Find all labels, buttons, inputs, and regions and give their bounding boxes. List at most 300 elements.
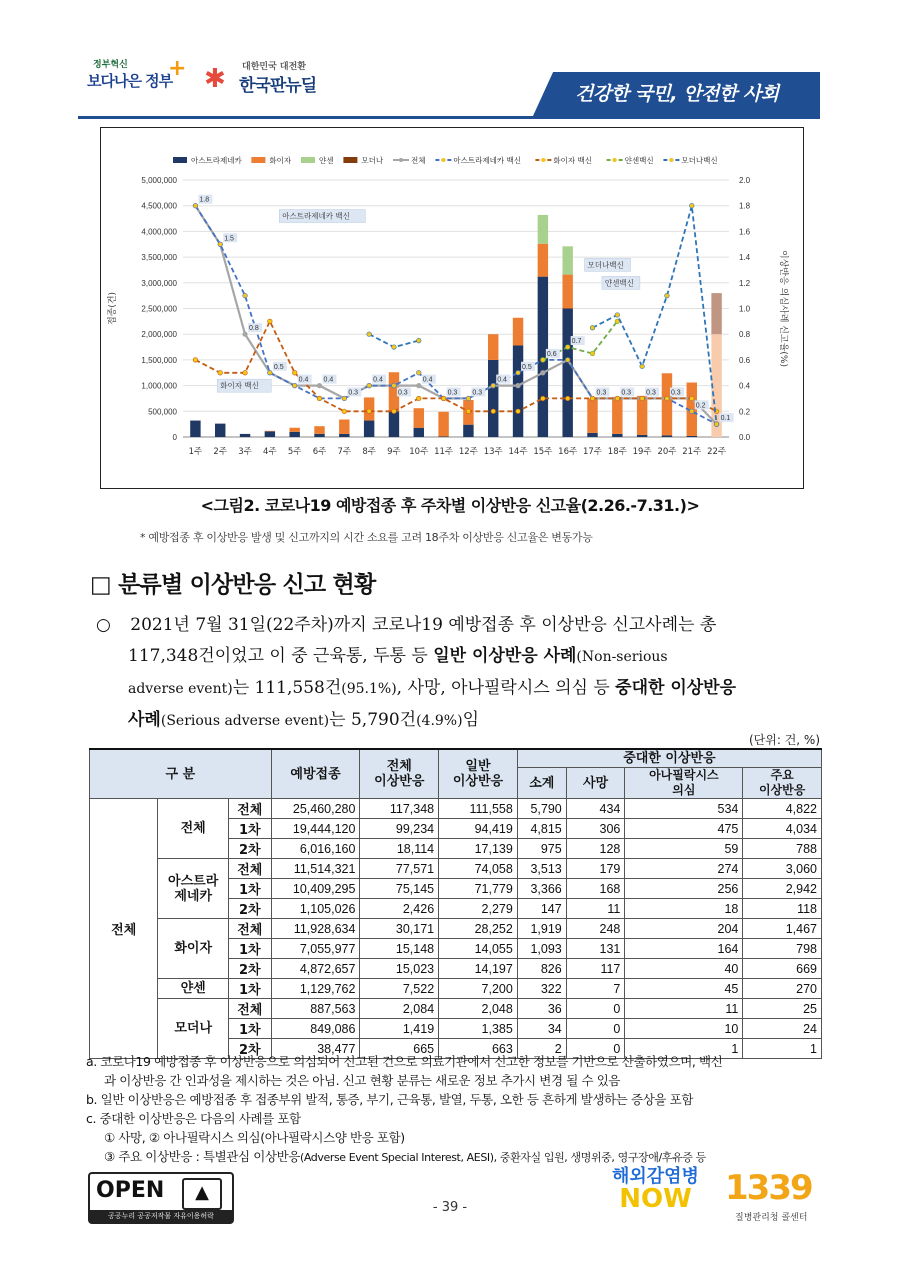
bar-화이자 — [289, 428, 299, 432]
bar-아스트라제네카 — [438, 436, 448, 437]
summary-paragraph — [96, 610, 822, 737]
table-cell: 669 — [743, 959, 822, 979]
x-tick-label: 20주 — [657, 447, 677, 457]
table-cell: 11 — [625, 999, 743, 1019]
y-right-tick-label: 1.0 — [739, 304, 751, 314]
point-아스트라제네카 백신 — [367, 383, 372, 388]
person-icon: ▲ — [182, 1178, 222, 1210]
table-cell: 849,086 — [271, 1019, 360, 1039]
bar-아스트라제네카 — [240, 434, 250, 437]
th-total: 전체 이상반응 — [360, 749, 439, 799]
para-text: 임 — [462, 710, 480, 730]
table-cell: 248 — [566, 919, 625, 939]
chart-frame — [100, 127, 804, 489]
point-아스트라제네카 백신 — [193, 203, 198, 208]
overseas-infection-now-logo — [612, 1166, 699, 1214]
y-right-tick-label: 0.2 — [739, 407, 751, 417]
point-모더나백신 — [665, 293, 670, 298]
point-모더나백신 — [416, 338, 421, 343]
table-cell: 2,279 — [439, 899, 518, 919]
point-label: 0.3 — [397, 389, 408, 397]
point-화이자 백신 — [590, 396, 595, 401]
table-cell: 6,016,160 — [271, 839, 360, 859]
point-label: 1.8 — [199, 196, 210, 204]
x-tick-label: 12주 — [458, 447, 478, 457]
point-화이자 백신 — [491, 409, 496, 414]
callcenter-1339-logo: 1339 — [725, 1168, 812, 1208]
table-cell: 256 — [625, 879, 743, 899]
point-전체 — [541, 370, 546, 375]
kdca-callcenter-label: 질병관리청 콜센터 — [735, 1213, 808, 1223]
para-line-4 — [96, 705, 822, 737]
x-tick-label: 10주 — [409, 447, 429, 457]
x-tick-label: 2주 — [213, 447, 228, 457]
point-모더나백신 — [714, 422, 719, 427]
new-deal-star-icon: ✱ — [204, 64, 226, 94]
point-화이자 백신 — [292, 370, 297, 375]
table-cell: 24 — [743, 1019, 822, 1039]
page-number: - 39 - — [432, 1200, 468, 1215]
point-모더나백신 — [590, 325, 595, 330]
para-en: (95.1%) — [341, 681, 397, 697]
point-label: 0.4 — [497, 376, 507, 384]
footnote-a2: 과 이상반응 간 인과성을 제시하는 것은 아님. 신고 현황 분류는 새로운 정보 추가시 변경 될 수 있음 — [104, 1073, 621, 1088]
legend-label: 모더나 — [361, 156, 384, 165]
adverse-reaction-table — [89, 748, 822, 1059]
x-tick-label: 7주 — [337, 447, 352, 457]
bar-아스트라제네카 — [612, 434, 622, 437]
table-cell: 1,129,762 — [271, 979, 360, 999]
table-cell: 2 — [517, 1039, 566, 1059]
table-cell: 45 — [625, 979, 743, 999]
figure-caption: <그림2. 코로나19 예방접종 후 주차별 이상반응 신고율(2.26.-7.31.)> — [200, 496, 700, 515]
point-label: 0.4 — [323, 376, 334, 384]
y-left-tick-label: 4,000,000 — [141, 227, 177, 237]
point-모더나백신 — [640, 364, 645, 369]
row-vaccine-label: 전체 — [158, 799, 228, 859]
new-deal-logo-small: 대한민국 대전환 — [242, 62, 306, 72]
table-cell: 77,571 — [360, 859, 439, 879]
y-left-axis-title: 접종(건) — [108, 291, 118, 326]
bar-아스트라제네카 — [289, 432, 299, 437]
table-cell: 1,105,026 — [271, 899, 360, 919]
x-tick-label: 14주 — [508, 447, 528, 457]
x-tick-label: 19주 — [632, 447, 652, 457]
table-cell: 1,419 — [360, 1019, 439, 1039]
point-화이자 백신 — [392, 409, 397, 414]
para-line-1: 2021년 7월 31일(22주차)까지 코로나19 예방접종 후 이상반응 신고사례는 총 — [130, 615, 717, 635]
point-아스트라제네카 백신 — [243, 293, 248, 298]
table-cell: 975 — [517, 839, 566, 859]
table-cell: 10,409,295 — [271, 879, 360, 899]
point-아스트라제네카 백신 — [689, 409, 694, 414]
point-화이자 백신 — [416, 396, 421, 401]
table-cell: 28,252 — [439, 919, 518, 939]
gov-innovation-logo: 보다나은 정부 — [87, 72, 173, 90]
legend-label: 화이자 백신 — [553, 156, 593, 165]
legend-swatch — [251, 157, 265, 163]
bar-화이자 — [314, 426, 324, 434]
bar-아스트라제네카 — [513, 346, 523, 437]
th-major: 주요 이상반응 — [743, 768, 822, 799]
point-모더나백신 — [615, 313, 620, 318]
point-화이자 백신 — [342, 409, 347, 414]
y-right-tick-label: 1.8 — [739, 201, 751, 211]
bar-아스트라제네카 — [314, 434, 324, 437]
legend-label: 얀센백신 — [624, 156, 654, 165]
table-cell: 0 — [566, 999, 625, 1019]
point-label: 0.7 — [571, 338, 582, 346]
bar-아스트라제네카 — [662, 435, 672, 437]
row-dose-label: 전체 — [228, 859, 271, 879]
open-logo-sub: 공공누리 공공저작물 자유이용허락 — [90, 1210, 232, 1222]
legend-marker — [669, 158, 673, 162]
point-label: 0.6 — [546, 350, 557, 358]
row-vaccine-label: 얀센 — [158, 979, 228, 999]
bar-얀센 — [538, 215, 548, 244]
table-cell: 10 — [625, 1019, 743, 1039]
bullet: ○ — [96, 615, 111, 635]
para-text: 는 5,790건 — [329, 710, 417, 730]
bar-얀센 — [562, 246, 572, 274]
annotation-label: 아스트라제네카 백신 — [282, 211, 350, 221]
x-tick-label: 3주 — [238, 447, 252, 457]
x-tick-label: 21주 — [682, 447, 702, 457]
weekly-adverse-reaction-chart — [101, 128, 803, 488]
table-cell: 4,822 — [743, 799, 822, 819]
y-right-tick-label: 1.2 — [739, 278, 751, 288]
section-title: □ 분류별 이상반응 신고 현황 — [90, 572, 376, 598]
row-dose-label: 2차 — [228, 1039, 271, 1059]
open-logo-text: OPEN — [96, 1178, 165, 1203]
y-left-tick-label: 0 — [172, 433, 177, 442]
th-death: 사망 — [566, 768, 625, 799]
table-cell: 475 — [625, 819, 743, 839]
point-label: 0.3 — [596, 389, 607, 397]
point-아스트라제네카 백신 — [218, 242, 223, 247]
bar-아스트라제네카 — [190, 421, 200, 437]
point-label: 0.3 — [348, 389, 359, 397]
para-bold: 사례 — [128, 710, 161, 730]
bar-아스트라제네카 — [488, 360, 498, 437]
point-아스트라제네카 백신 — [516, 370, 521, 375]
point-아스트라제네카 백신 — [392, 383, 397, 388]
point-화이자 백신 — [243, 370, 248, 375]
point-아스트라제네카 백신 — [292, 383, 297, 388]
table-cell: 0 — [566, 1039, 625, 1059]
point-모더나백신 — [689, 203, 694, 208]
point-얀센백신 — [565, 345, 570, 350]
legend-label: 전체 — [411, 156, 426, 165]
para-line-2 — [96, 641, 822, 673]
row-dose-label: 2차 — [228, 959, 271, 979]
gov-innovation-logo-small: 정부혁신 — [93, 60, 128, 70]
table-cell: 11,928,634 — [271, 919, 360, 939]
point-label: 0.5 — [273, 363, 284, 371]
table-cell: 7,522 — [360, 979, 439, 999]
legend-swatch — [301, 157, 315, 163]
table-cell: 204 — [625, 919, 743, 939]
table-cell: 7,055,977 — [271, 939, 360, 959]
bar-화이자 — [538, 244, 548, 277]
y-left-tick-label: 2,000,000 — [141, 330, 177, 340]
table-cell: 0 — [566, 1019, 625, 1039]
table-cell: 3,366 — [517, 879, 566, 899]
point-label: 0.3 — [621, 389, 632, 397]
point-화이자 백신 — [193, 358, 198, 363]
legend-label: 얀센 — [319, 156, 334, 165]
point-label: 0.4 — [298, 376, 309, 384]
legend-label: 아스트라제네카 백신 — [453, 156, 521, 165]
table-cell: 4,872,657 — [271, 959, 360, 979]
legend-marker — [541, 158, 545, 162]
y-right-tick-label: 0.8 — [739, 330, 751, 340]
para-bold: 일반 이상반응 사례 — [433, 646, 577, 666]
legend-label: 화이자 — [269, 156, 292, 165]
th-general: 일반 이상반응 — [439, 749, 518, 799]
row-dose-label: 2차 — [228, 899, 271, 919]
point-화이자 백신 — [541, 396, 546, 401]
table-cell: 71,779 — [439, 879, 518, 899]
x-tick-label: 1주 — [188, 447, 203, 457]
x-tick-label: 5주 — [287, 447, 302, 457]
x-tick-label: 9주 — [387, 447, 401, 457]
point-화이자 백신 — [565, 396, 570, 401]
now-logo-line2: NOW — [619, 1184, 692, 1214]
x-tick-label: 11주 — [434, 447, 454, 457]
point-label: 0.8 — [249, 325, 259, 333]
x-tick-label: 22주 — [707, 447, 727, 457]
table-cell: 534 — [625, 799, 743, 819]
point-아스트라제네카 백신 — [565, 358, 570, 363]
para-text: , 사망, 아나필락시스 의심 등 — [396, 678, 616, 698]
table-cell: 168 — [566, 879, 625, 899]
row-group-all: 전체 — [90, 799, 158, 1059]
table-cell: 887,563 — [271, 999, 360, 1019]
footnote-c2 — [104, 1147, 706, 1165]
table-cell: 5,790 — [517, 799, 566, 819]
row-dose-label: 1차 — [228, 979, 271, 999]
table-cell: 3,513 — [517, 859, 566, 879]
table-cell: 14,055 — [439, 939, 518, 959]
table-cell: 179 — [566, 859, 625, 879]
footnote-c2-en: (Adverse Event Special Interest, AESI), 중환자실 입원, 생명위중, 영구장애/후유증 등 — [299, 1151, 706, 1164]
table-cell: 74,058 — [439, 859, 518, 879]
legend-swatch — [173, 157, 187, 163]
legend-marker — [613, 158, 617, 162]
table-cell: 322 — [517, 979, 566, 999]
table-cell: 2,426 — [360, 899, 439, 919]
table-cell: 17,139 — [439, 839, 518, 859]
point-전체 — [416, 383, 421, 388]
legend-marker — [399, 158, 403, 162]
y-right-axis-title: 이상반응 의심사례 신고율(%) — [778, 250, 788, 367]
y-left-tick-label: 500,000 — [148, 407, 177, 417]
point-아스트라제네카 백신 — [342, 396, 347, 401]
bar-화이자 — [662, 373, 672, 435]
table-cell: 665 — [360, 1039, 439, 1059]
y-right-tick-label: 2.0 — [739, 176, 751, 185]
para-line-3 — [96, 673, 822, 705]
table-cell: 34 — [517, 1019, 566, 1039]
table-cell: 117 — [566, 959, 625, 979]
table-cell: 118 — [743, 899, 822, 919]
para-text: 는 111,558건 — [232, 678, 342, 698]
bar-화이자 — [488, 334, 498, 360]
table-cell: 59 — [625, 839, 743, 859]
point-전체 — [243, 332, 248, 337]
table-cell: 15,148 — [360, 939, 439, 959]
th-gubun: 구 분 — [90, 749, 272, 799]
x-tick-label: 13주 — [483, 447, 503, 457]
point-모더나백신 — [392, 345, 397, 350]
y-right-tick-label: 1.4 — [739, 253, 751, 263]
row-dose-label: 전체 — [228, 999, 271, 1019]
point-label: 0.2 — [695, 402, 706, 410]
table-cell: 2,084 — [360, 999, 439, 1019]
table-cell: 30,171 — [360, 919, 439, 939]
point-화이자 백신 — [466, 409, 471, 414]
new-deal-logo: 한국판뉴딜 — [239, 76, 317, 96]
para-en: (Non-serious — [576, 649, 668, 665]
x-tick-label: 16주 — [558, 447, 578, 457]
y-left-tick-label: 2,500,000 — [141, 304, 177, 314]
table-cell: 270 — [743, 979, 822, 999]
point-label: 1.5 — [224, 235, 234, 243]
th-vacc: 예방접종 — [271, 749, 360, 799]
table-cell: 1,919 — [517, 919, 566, 939]
y-right-tick-label: 0.0 — [739, 433, 751, 442]
table-cell: 94,419 — [439, 819, 518, 839]
table-cell: 1 — [743, 1039, 822, 1059]
legend-label: 모더나백신 — [681, 156, 718, 165]
table-row — [90, 979, 822, 999]
legend-marker — [441, 158, 445, 162]
bar-화이자 — [587, 399, 597, 433]
annotation-label: 모더나백신 — [587, 260, 624, 270]
point-얀센백신 — [590, 351, 595, 356]
bar-아스트라제네카 — [215, 424, 225, 437]
point-화이자 백신 — [317, 396, 322, 401]
bar-아스트라제네카 — [364, 421, 374, 437]
bar-아스트라제네카 — [587, 433, 597, 437]
table-cell: 7,200 — [439, 979, 518, 999]
table-row — [90, 999, 822, 1019]
plus-icon: + — [168, 56, 187, 81]
x-tick-label: 4주 — [263, 447, 277, 457]
x-tick-label: 18주 — [607, 447, 627, 457]
table-cell: 117,348 — [360, 799, 439, 819]
point-화이자 백신 — [640, 396, 645, 401]
table-cell: 15,023 — [360, 959, 439, 979]
row-dose-label: 전체 — [228, 919, 271, 939]
bar-화이자 — [637, 396, 647, 435]
figure-note: * 예방접종 후 이상반응 발생 및 신고까지의 시간 소요를 고려 18주차 이상반응 신고율은 변동가능 — [140, 531, 593, 544]
y-left-tick-label: 3,500,000 — [141, 253, 177, 263]
bar-화이자 — [513, 318, 523, 346]
table-cell: 14,197 — [439, 959, 518, 979]
point-화이자 백신 — [665, 396, 670, 401]
bar-아스트라제네카 — [562, 309, 572, 438]
point-label: 0.1 — [720, 415, 731, 423]
row-dose-label: 전체 — [228, 799, 271, 819]
footnote-c: c. 중대한 이상반응은 다음의 사례를 포함 — [86, 1111, 301, 1126]
bar-화이자 — [414, 408, 424, 428]
row-dose-label: 2차 — [228, 839, 271, 859]
table-cell: 75,145 — [360, 879, 439, 899]
x-tick-label: 17주 — [582, 447, 603, 457]
point-label: 0.4 — [422, 376, 433, 384]
table-cell: 18,114 — [360, 839, 439, 859]
y-left-tick-label: 3,000,000 — [141, 278, 177, 288]
table-cell: 25,460,280 — [271, 799, 360, 819]
row-dose-label: 1차 — [228, 879, 271, 899]
point-전체 — [317, 383, 322, 388]
table-cell: 128 — [566, 839, 625, 859]
footnote-a1: a. 코로나19 예방접종 후 이상반응으로 의심되어 신고된 건으로 의료기관에서 신고한 정보를 기반으로 산출하였으며, 백신 — [86, 1054, 723, 1069]
bar-아스트라제네카 — [637, 435, 647, 437]
table-cell: 798 — [743, 939, 822, 959]
table-cell: 131 — [566, 939, 625, 959]
point-화이자 백신 — [441, 396, 446, 401]
point-전체 — [516, 383, 521, 388]
now-logo-line1: 해외감염병 — [612, 1166, 699, 1187]
table-cell: 164 — [625, 939, 743, 959]
table-cell: 19,444,120 — [271, 819, 360, 839]
table-cell: 1 — [625, 1039, 743, 1059]
y-right-tick-label: 0.4 — [739, 381, 751, 391]
table-cell: 3,060 — [743, 859, 822, 879]
table-cell: 1,467 — [743, 919, 822, 939]
x-tick-label: 8주 — [362, 447, 376, 457]
header-rule — [78, 116, 820, 119]
bar-아스트라제네카 — [389, 411, 399, 437]
table-cell: 2,942 — [743, 879, 822, 899]
table-cell: 826 — [517, 959, 566, 979]
th-ana: 아나필락시스 의심 — [625, 768, 743, 799]
bar-moderna-top — [711, 293, 721, 334]
point-화이자 백신 — [268, 319, 273, 324]
table-cell: 111,558 — [439, 799, 518, 819]
x-tick-label: 6주 — [312, 447, 327, 457]
para-bold: 중대한 이상반응 — [615, 678, 737, 698]
table-cell: 11 — [566, 899, 625, 919]
table-cell: 2,048 — [439, 999, 518, 1019]
table-cell: 663 — [439, 1039, 518, 1059]
table-cell: 99,234 — [360, 819, 439, 839]
point-아스트라제네카 백신 — [268, 370, 273, 375]
annotation-label: 얀센백신 — [604, 278, 634, 288]
point-화이자 백신 — [615, 396, 620, 401]
point-화이자 백신 — [218, 370, 223, 375]
table-cell: 147 — [517, 899, 566, 919]
table-cell: 7 — [566, 979, 625, 999]
point-label: 0.3 — [670, 389, 681, 397]
point-아스트라제네카 백신 — [491, 383, 496, 388]
table-cell: 36 — [517, 999, 566, 1019]
row-vaccine-label: 모더나 — [158, 999, 228, 1059]
annotation-label: 화이자 백신 — [220, 381, 259, 391]
para-text: 117,348건이었고 이 중 근육통, 두통 등 — [128, 646, 434, 666]
row-dose-label: 1차 — [228, 939, 271, 959]
point-label: 0.5 — [522, 363, 532, 371]
row-dose-label: 1차 — [228, 1019, 271, 1039]
y-left-tick-label: 4,500,000 — [141, 201, 177, 211]
point-화이자 백신 — [367, 409, 372, 414]
y-left-tick-label: 5,000,000 — [141, 176, 177, 185]
row-dose-label: 1차 — [228, 819, 271, 839]
y-left-tick-label: 1,000,000 — [141, 381, 177, 391]
